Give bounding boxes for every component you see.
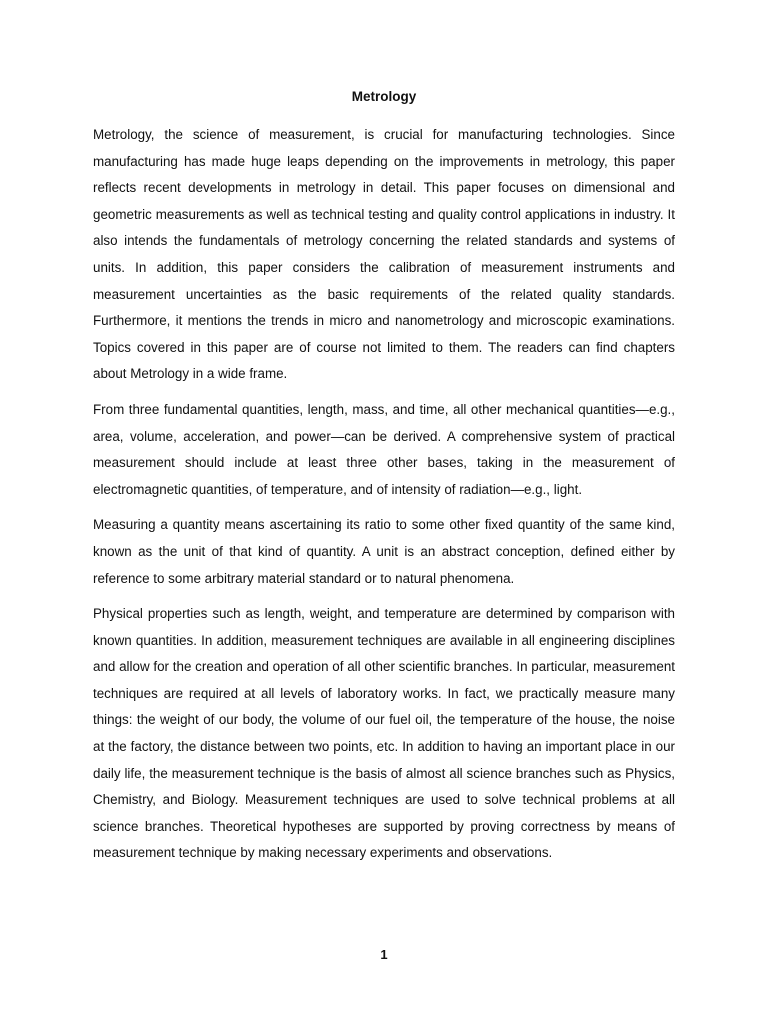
page-title: Metrology bbox=[351, 89, 417, 104]
paragraph-intro: Metrology, the science of measurement, is crucial for manufacturing technologies. Since manufacturing has made huge leaps depending on the improvements in metrology, this paper reflects recent developments in metrology in detail. This paper focuses on dimensional and geometric measurements as well as technical testing and quality control applications in industry. It also intends the fundamentals of metrology concerning the related standards and systems of units. In addition, this paper considers the calibration of measurement instruments and measurement uncertainties as the basic requirements of the related quality standards. Furthermore, it mentions the trends in micro and nanometrology and microscopic examinations. Topics covered in this paper are of course not limited to them. The readers can find chapters about Metrology in a wide frame. bbox=[93, 127, 675, 382]
page-number: 1 bbox=[380, 947, 388, 962]
paragraph-measuring-quantity: Measuring a quantity means ascertaining its ratio to some other fixed quantity of the same kind, known as the unit of that kind of quantity. A unit is an abstract conception, defined either by reference to some arbitrary material standard or to natural phenomena. bbox=[93, 517, 675, 586]
paragraph-physical-properties: Physical properties such as length, weight, and temperature are determined by comparison with known quantities. In addition, measurement techniques are available in all engineering disciplines and allow for the creation and operation of all other scientific branches. In particular, measurement techniques are required at all levels of laboratory works. In fact, we practically measure many things: the weight of our body, the volume of our fuel oil, the temperature of the house, the noise at the factory, the distance between two points, etc. In addition to having an important place in our daily life, the measurement technique is the basis of almost all science branches such as Physics, Chemistry, and Biology. Measurement techniques are used to solve technical problems at all science branches. Theoretical hypotheses are supported by proving correctness by means of measurement technique by making necessary experiments and observations. bbox=[93, 606, 675, 861]
document-body bbox=[93, 122, 675, 876]
paragraph-fundamental-quantities: From three fundamental quantities, length, mass, and time, all other mechanical quantities—e.g., area, volume, acceleration, and power—can be derived. A comprehensive system of practical measurement should include at least three other bases, taking in the measurement of electromagnetic quantities, of temperature, and of intensity of radiation—e.g., light. bbox=[93, 401, 675, 497]
